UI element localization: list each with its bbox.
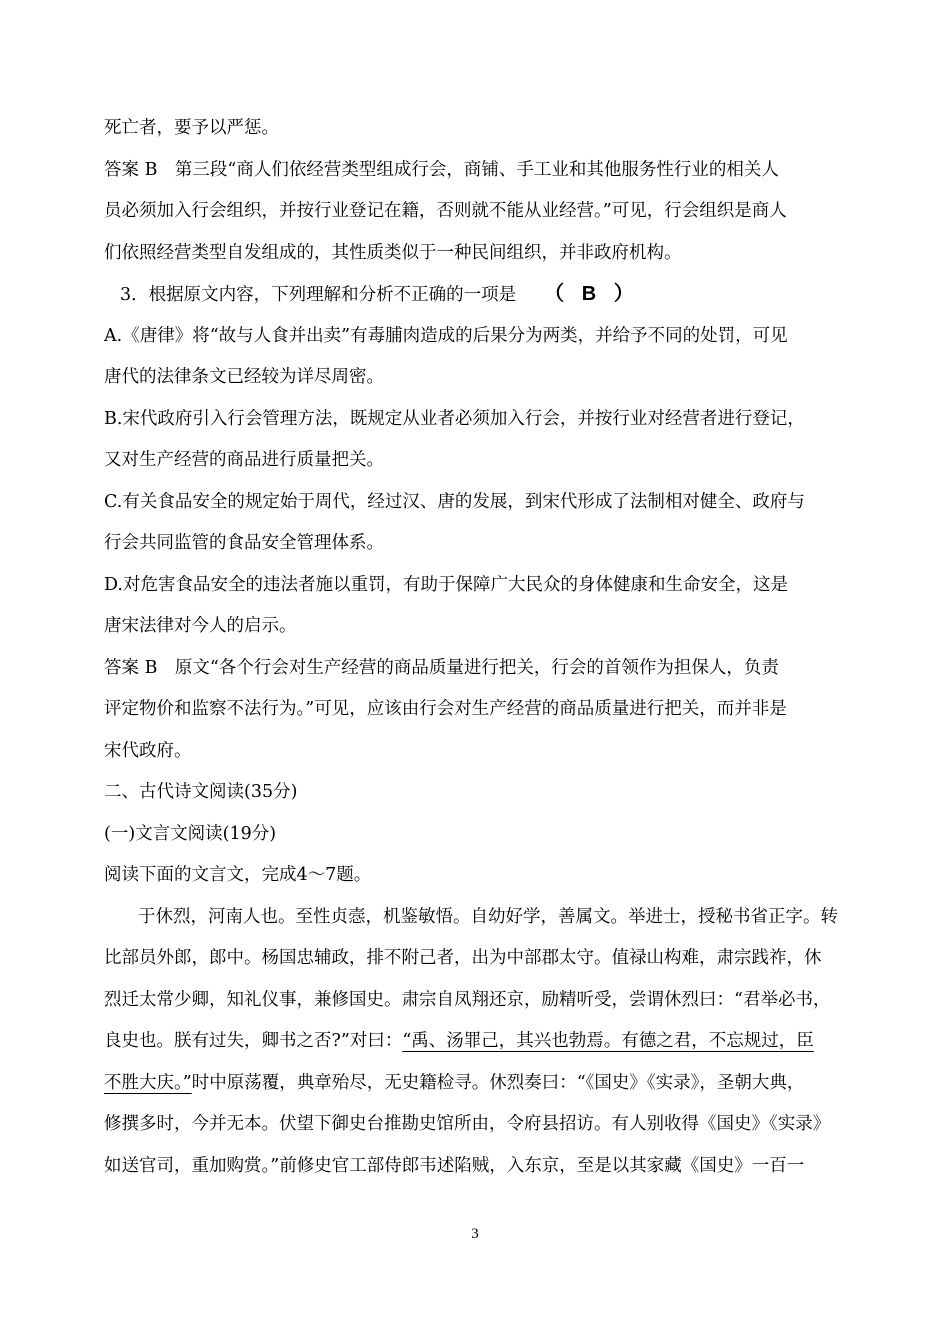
passage-line: 烈迁太常少卿，知礼仪事，兼修国史。肃宗自凤翔还京，励精听受，尝谓休烈曰：“君举必书， <box>104 989 831 1010</box>
instruction-line: 阅读下面的文言文，完成4～7题。 <box>104 865 372 885</box>
text-line: 员必须加入行会组织，并按行业登记在籍，否则就不能从业经营。”可见，行会组织是商人 <box>104 201 787 221</box>
passage-line: 于休烈，河南人也。至性贞悫，机鉴敏悟。自幼好学，善属文。举进士，授秘书省正字。转 <box>138 906 838 927</box>
page-number: 3 <box>471 1226 479 1242</box>
section-heading: 二、古代诗文阅读(35分) <box>104 782 298 802</box>
document-body <box>104 108 852 1187</box>
text-line: 死亡者，要予以严惩。 <box>104 118 279 138</box>
text-line: 唐代的法律条文已经较为详尽周密。 <box>104 367 384 387</box>
option-a: A.《唐律》将“故与人食并出卖”有毒脯肉造成的后果分为两类，并给予不同的处罚，可见 <box>104 325 788 346</box>
passage-text: 良史也。朕有过失，卿书之否?”对曰： <box>104 1031 403 1051</box>
passage-line <box>104 1063 852 1105</box>
underlined-sentence: “禹、汤罪己，其兴也勃焉。有德之君，不忘规过，臣 <box>402 1031 814 1051</box>
text-line: 评定物价和监察不法行为。”可见，应该由行会对生产经营的商品质量进行把关，而并非是 <box>104 699 787 719</box>
passage-line <box>104 1021 852 1063</box>
text-line: 又对生产经营的商品进行质量把关。 <box>104 450 384 470</box>
answer-explanation-line: 答案 B 原文“各个行会对生产经营的商品质量进行把关，行会的首领作为担保人，负责 <box>104 657 779 678</box>
underlined-sentence: 不胜大庆。” <box>104 1072 192 1093</box>
subsection-heading: (一)文言文阅读(19分) <box>104 823 277 844</box>
question-3-answer: （ B ） <box>544 283 640 305</box>
passage-line: 修撰多时，今并无本。伏望下御史台推勘史馆所由，令府县招访。有人别收得《国史》《实录》 <box>104 1114 831 1134</box>
text-line: 们依照经营类型自发组成的，其性质类似于一种民间组织，并非政府机构。 <box>104 242 682 263</box>
text-line: 宋代政府。 <box>104 740 192 761</box>
question-3-text: 3．根据原文内容，下列理解和分析不正确的一项是 <box>120 285 517 305</box>
option-d: D.对危害食品安全的违法者施以重罚，有助于保障广大民众的身体健康和生命安全，这是 <box>104 574 788 595</box>
passage-text: 时中原荡覆，典章殆尽，无史籍检寻。休烈奏曰：“《国史》《实录》，圣朝大典， <box>191 1072 805 1093</box>
text-line: 行会共同监管的食品安全管理体系。 <box>104 533 384 553</box>
text-line: 唐宋法律对今人的启示。 <box>104 616 297 636</box>
option-c: C.有关食品安全的规定始于周代，经过汉、唐的发展，到宋代形成了法制相对健全、政府与 <box>104 491 805 512</box>
passage-line: 比部员外郎，郎中。杨国忠辅政，排不附己者，出为中部郡太守。值禄山构难，肃宗践祚，休 <box>104 948 822 968</box>
question-3 <box>104 274 852 316</box>
passage-line: 如送官司，重加购赏。”前修史官工部侍郎韦述陷贼，入东京，至是以其家藏《国史》一百一 <box>104 1155 805 1176</box>
answer-explanation-line: 答案 B 第三段“商人们依经营类型组成行会，商铺、手工业和其他服务性行业的相关人 <box>104 159 779 180</box>
option-b: B.宋代政府引入行会管理方法，既规定从业者必须加入行会，并按行业对经营者进行登记， <box>104 408 805 429</box>
